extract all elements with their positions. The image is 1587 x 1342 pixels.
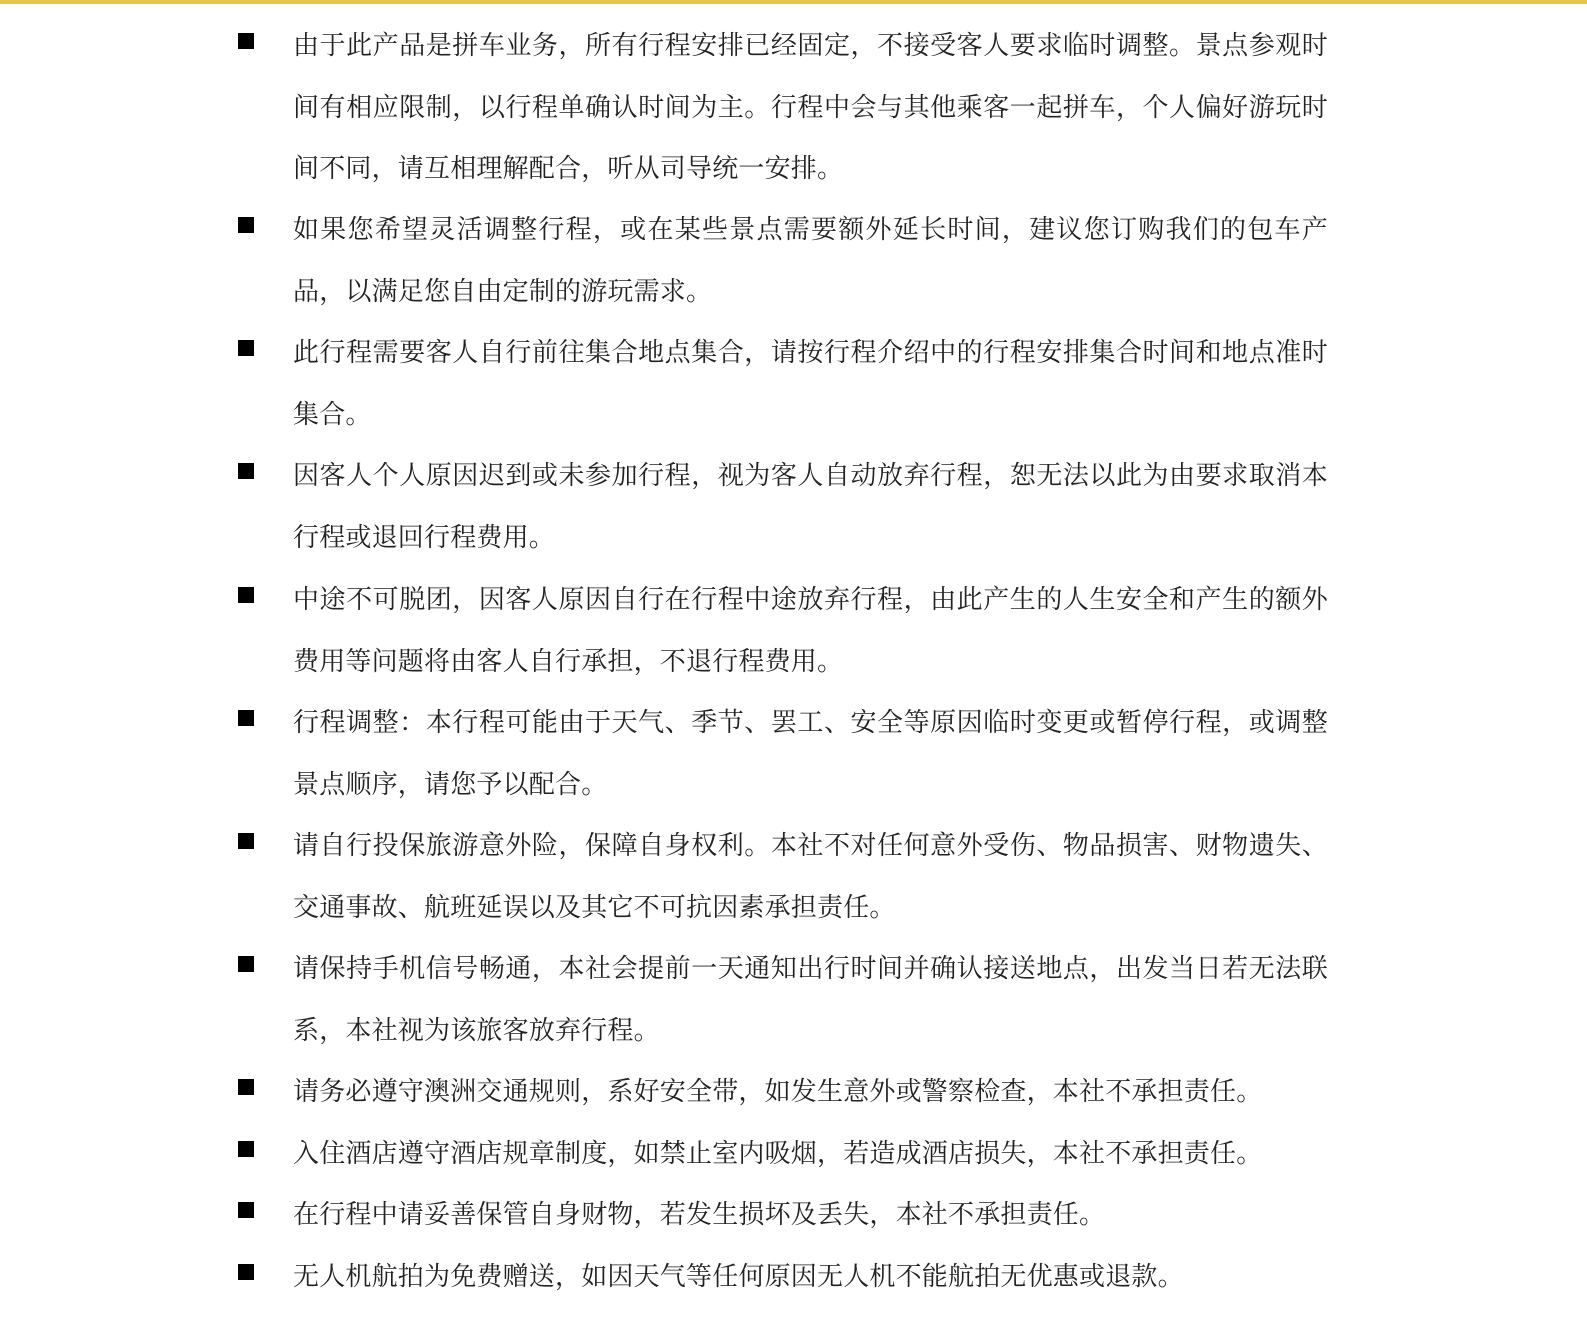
black-square-icon xyxy=(238,33,254,49)
note-text: 请务必遵守澳洲交通规则，系好安全带，如发生意外或警察检查，本社不承担责任。 xyxy=(293,1077,1263,1107)
note-text: 入住酒店遵守酒店规章制度，如禁止室内吸烟，若造成酒店损失，本社不承担责任。 xyxy=(293,1139,1263,1169)
black-square-icon xyxy=(238,1079,254,1095)
black-square-icon xyxy=(238,710,254,726)
black-square-icon xyxy=(238,340,254,356)
black-square-icon xyxy=(238,1264,254,1280)
note-text: 无人机航拍为免费赠送，如因天气等任何原因无人机不能航拍无优惠或退款。 xyxy=(293,1262,1184,1292)
black-square-icon xyxy=(238,956,254,972)
top-accent-rule xyxy=(0,0,1587,4)
black-square-icon xyxy=(238,833,254,849)
note-text: 请保持手机信号畅通，本社会提前一天通知出行时间并确认接送地点，出发当日若无法联系，本社视为该旅客放弃行程。 xyxy=(293,954,1328,1046)
note-text: 由于此产品是拼车业务，所有行程安排已经固定，不接受客人要求临时调整。景点参观时间有相应限制，以行程单确认时间为主。行程中会与其他乘客一起拼车，个人偏好游玩时间不同，请互相理解配合，听从司导统一安排。 xyxy=(293,31,1328,185)
note-text: 因客人个人原因迟到或未参加行程，视为客人自动放弃行程，恕无法以此为由要求取消本行程或退回行程费用。 xyxy=(293,461,1328,553)
note-text: 行程调整：本行程可能由于天气、季节、罢工、安全等原因临时变更或暂停行程，或调整景点顺序，请您予以配合。 xyxy=(293,708,1328,800)
black-square-icon xyxy=(238,1141,254,1157)
note-text: 请自行投保旅游意外险，保障自身权利。本社不对任何意外受伤、物品损害、财物遗失、交通事故、航班延误以及其它不可抗因素承担责任。 xyxy=(293,831,1328,923)
black-square-icon xyxy=(238,463,254,479)
note-text: 在行程中请妥善保管自身财物，若发生损坏及丢失，本社不承担责任。 xyxy=(293,1200,1106,1230)
note-text: 中途不可脱团，因客人原因自行在行程中途放弃行程，由此产生的人生安全和产生的额外费用等问题将由客人自行承担，不退行程费用。 xyxy=(293,585,1328,677)
black-square-icon xyxy=(238,587,254,603)
black-square-icon xyxy=(238,1202,254,1218)
note-text: 此行程需要客人自行前往集合地点集合，请按行程介绍中的行程安排集合时间和地点准时集合。 xyxy=(293,338,1328,430)
note-text: 如果您希望灵活调整行程，或在某些景点需要额外延长时间，建议您订购我们的包车产品，以满足您自由定制的游玩需求。 xyxy=(293,215,1328,307)
black-square-icon xyxy=(238,217,254,233)
